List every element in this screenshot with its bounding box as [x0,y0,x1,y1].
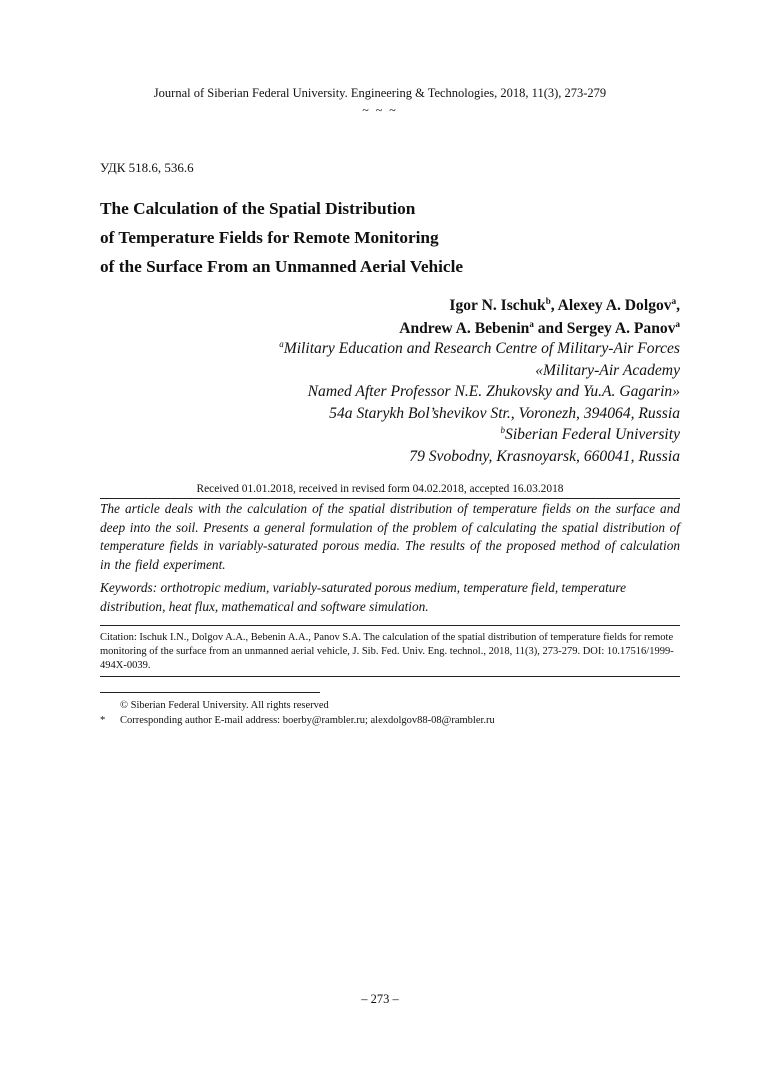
page-number: – 273 – [361,992,399,1006]
header-separator: ~ ~ ~ [362,103,398,117]
author-separator: and [533,320,567,337]
keywords: Keywords: orthotropic medium, variably-saturated porous medium, temperature field, temperature distribution, heat flux, mathematical and software simulation. [100,580,627,614]
citation: Citation: Ischuk I.N., Dolgov A.A., Bebenin A.A., Panov S.A. The calculation of the spatial distribution of temperature fields for remote monitoring of the surface from an unmanned aerial vehicle, J. Sib. Fed. Univ. Eng. technol., 2018, 11(3), 273-279. DOI: 10.17516/1999-494X-0039. [100,632,674,671]
abstract: The article deals with the calculation of the spatial distribution of temperature fields on the surface and deep into the soil. Presents a general formulation of the problem of calculating the spatial distribution of temperature fields in variably-saturated porous media. The results of the proposed method of calculation in the field experiment. [100,501,680,572]
author-name: Alexey A. Dolgov [557,297,672,314]
author-list [399,294,680,340]
author-affil-mark: a [675,318,680,329]
affil-mark: b [500,425,506,436]
affiliation-line: «Military-Air Academy [535,361,680,379]
footnotes [100,698,495,728]
affiliation-line: Named After Professor N.E. Zhukovsky and Yu.A. Gagarin» [307,383,680,401]
divider [100,676,680,677]
footnote-rule [100,692,320,693]
author-affil-mark: a [529,318,534,329]
corresponding-note [100,713,495,728]
affiliation-text: Siberian Federal University [505,426,680,444]
udk-code: УДК 518.6, 536.6 [100,160,194,175]
corresponding-email: Corresponding author E-mail address: boerby@rambler.ru; alexdolgov88-08@rambler.ru [120,715,495,726]
author-line-2 [399,317,680,340]
affiliation-line: 54a Starykh Bol’shevikov Str., Voronezh, 394064, Russia [329,404,680,422]
author-name: Andrew A. Bebenin [399,320,530,337]
affiliation-line [279,424,680,446]
received-dates: Received 01.01.2018, received in revised form 04.02.2018, accepted 16.03.2018 [196,483,564,495]
author-separator: , [550,297,558,314]
affiliation-line [279,338,680,360]
author-line-1 [399,294,680,317]
affil-mark: a [279,338,284,349]
paper-title [100,194,660,281]
author-affil-mark: b [545,295,551,306]
author-affil-mark: a [671,295,677,306]
copyright-text: © Siberian Federal University. All rights reserved [120,700,329,711]
author-separator: , [676,297,680,314]
title-line: of Temperature Fields for Remote Monitoring [100,228,439,247]
footnote-mark: * [100,715,106,726]
author-name: Sergey A. Panov [566,320,676,337]
affiliation-line: 79 Svobodny, Krasnoyarsk, 660041, Russia [409,447,680,465]
affiliation-text: Military Education and Research Centre of Military-Air Forces [283,340,680,357]
title-line: of the Surface From an Unmanned Aerial Vehicle [100,257,464,276]
journal-header: Journal of Siberian Federal University. Engineering & Technologies, 2018, 11(3), 273-279 [153,86,607,100]
divider [100,625,680,626]
affiliations [279,338,680,468]
divider [100,498,680,499]
title-line: The Calculation of the Spatial Distribution [100,199,416,218]
author-name: Igor N. Ischuk [449,297,546,314]
copyright-note [100,698,495,713]
